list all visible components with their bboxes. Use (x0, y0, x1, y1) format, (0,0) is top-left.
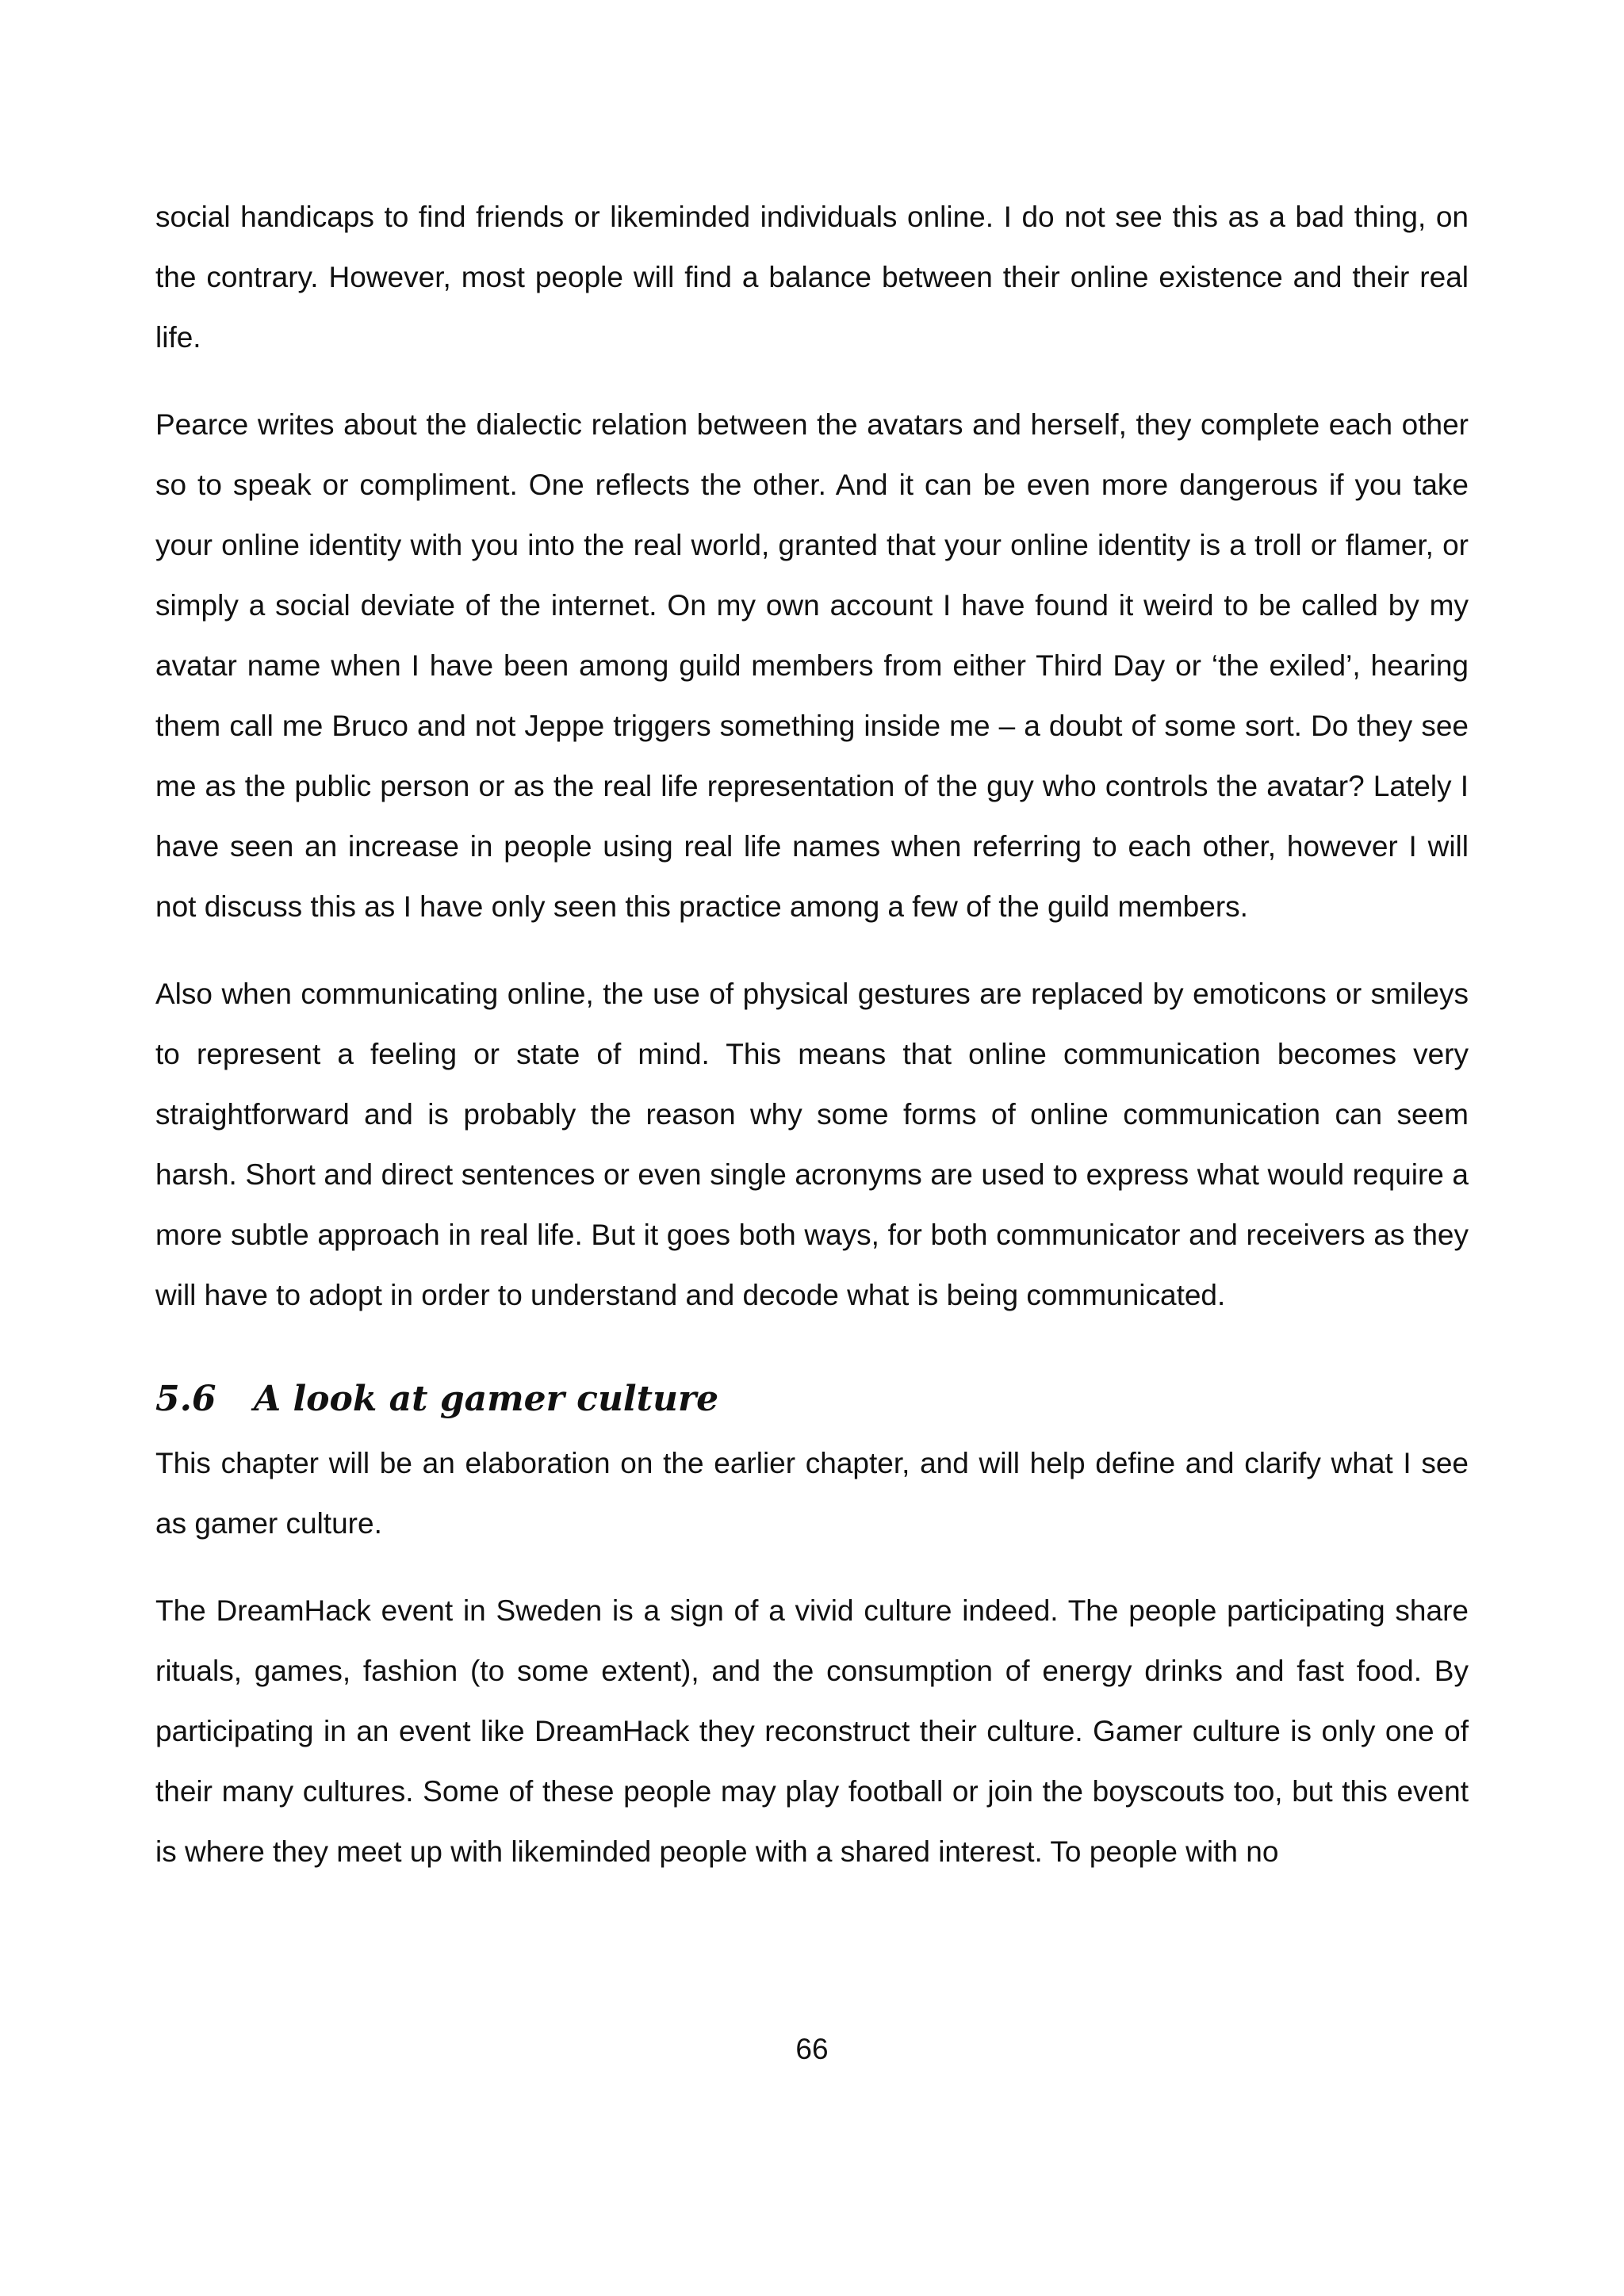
section-number: 5.6 (155, 1379, 216, 1419)
paragraph: The DreamHack event in Sweden is a sign of a vivid culture indeed. The people participating share rituals, games, fashion (to some extent), and the consumption of energy drinks and fast food. By participating in an event like DreamHack they reconstruct their culture. Gamer culture is only one of their many cultures. Some of these people may play football or join the boyscouts too, but this event is where they meet up with likeminded people with a shared interest. To people with no (155, 1594, 1469, 1868)
section-heading (155, 1370, 1469, 1429)
paragraph: social handicaps to find friends or likeminded individuals online. I do not see this as a bad thing, on the contrary. However, most people will find a balance between their online existence and their real life. (155, 201, 1469, 354)
section-title: A look at gamer culture (254, 1379, 719, 1419)
page-number: 66 (795, 2033, 829, 2065)
paragraph: This chapter will be an elaboration on the earlier chapter, and will help define and clarify what I see as gamer culture. (155, 1447, 1469, 1540)
paragraph: Also when communicating online, the use of physical gestures are replaced by emoticons or smileys to represent a feeling or state of mind. This means that online communication becomes very straightforward and is probably the reason why some forms of online communication can seem harsh. Short and direct sentences or even single acronyms are used to express what would require a more subtle approach in real life. But it goes both ways, for both communicator and receivers as they will have to adopt in order to understand and decode what is being communicated. (155, 978, 1469, 1311)
paragraph: Pearce writes about the dialectic relation between the avatars and herself, they complete each other so to speak or compliment. One reflects the other. And it can be even more dangerous if you take your online identity with you into the real world, granted that your online identity is a troll or flamer, or simply a social deviate of the internet. On my own account I have found it weird to be called by my avatar name when I have been among guild members from either Third Day or ‘the exiled’, hearing them call me Bruco and not Jeppe triggers something inside me – a doubt of some sort. Do they see me as the public person or as the real life representation of the guy who controls the avatar? Lately I have seen an increase in people using real life names when referring to each other, however I will not discuss this as I have only seen this practice among a few of the guild members. (155, 408, 1469, 923)
body-text (155, 187, 1469, 1882)
